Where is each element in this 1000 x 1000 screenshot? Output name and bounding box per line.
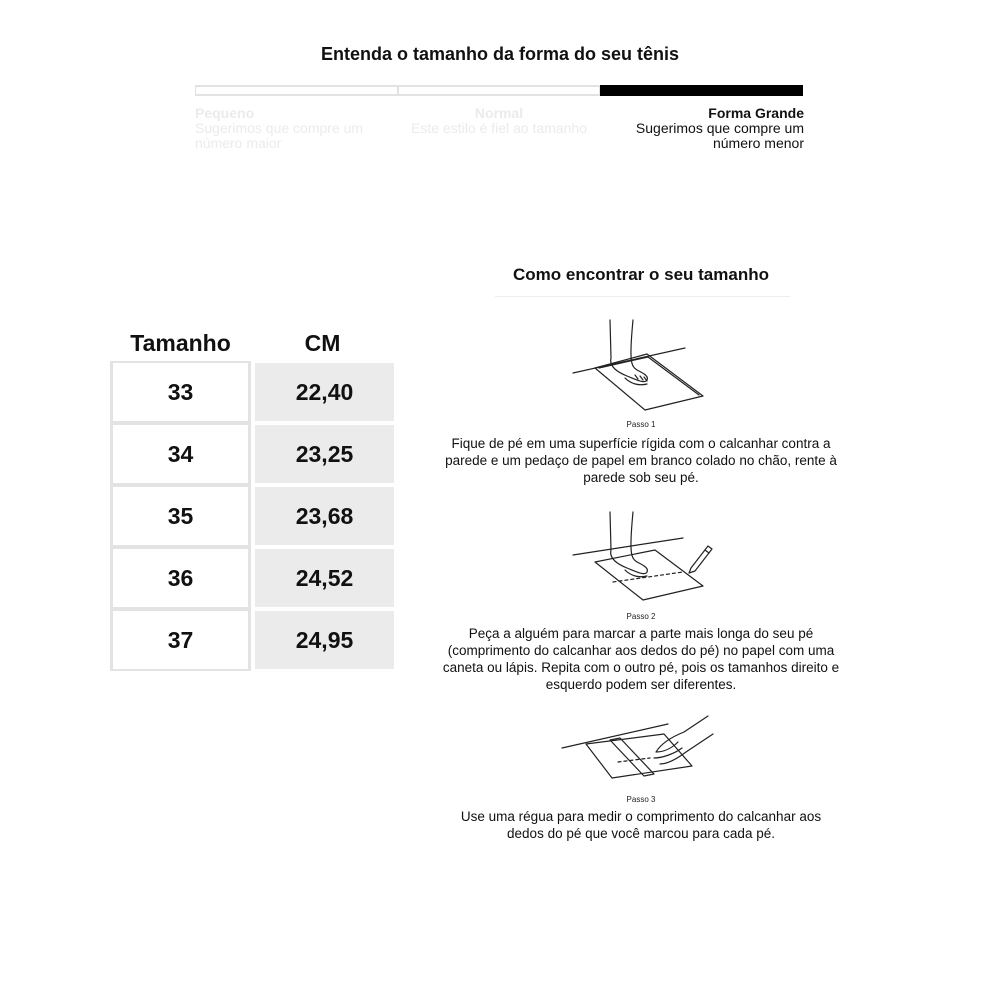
fit-option-desc: Sugerimos que compre um número menor (635, 120, 804, 151)
table-row (110, 547, 394, 609)
fit-option-name: Pequeno (195, 105, 255, 121)
guide-title: Como encontrar o seu tamanho (513, 265, 769, 284)
foot-marking-pencil-icon (565, 510, 715, 610)
table-row (110, 485, 394, 547)
step-2-text: Peça a alguém para marcar a parte mais longa do seu pé (comprimento do calcanhar aos dedos do pé) no papel com uma caneta ou lápis. Repita com o outro pé, pois os tamanhos direito e esquerdo podem ser diferentes. (442, 626, 840, 692)
ruler-hand-measure-icon (558, 712, 723, 792)
step-3-label: Passo 3 (626, 795, 656, 804)
size-cell: 36 (110, 547, 251, 609)
step-3-text: Use uma régua para medir o comprimento do calcanhar aos dedos do pé que você marcou para cada pé. (460, 809, 822, 841)
fit-segment-large (600, 85, 803, 96)
step-1-text: Fique de pé em uma superfície rígida com o calcanhar contra a parede e um pedaço de papel em branco colado no chão, rente à parede sob seu pé. (445, 436, 837, 485)
cm-cell: 23,68 (255, 485, 394, 547)
cm-cell: 23,25 (255, 423, 394, 485)
fit-option-large (604, 106, 804, 151)
size-cell: 37 (110, 609, 251, 671)
fit-segment-small (195, 85, 398, 96)
size-cell: 34 (110, 423, 251, 485)
header-cm: CM (304, 330, 341, 356)
size-table (110, 325, 394, 671)
table-row (110, 423, 394, 485)
cm-cell: 22,40 (255, 361, 394, 423)
fit-segment-normal (398, 85, 601, 96)
fit-option-desc: Este estilo é fiel ao tamanho (411, 120, 587, 136)
size-cell: 35 (110, 485, 251, 547)
guide-divider (495, 296, 790, 297)
table-row (110, 609, 394, 671)
step-1-label: Passo 1 (626, 420, 656, 429)
fit-option-small (195, 106, 395, 151)
table-row (110, 361, 394, 423)
fit-option-normal (399, 106, 599, 136)
size-cell: 33 (110, 361, 251, 423)
fit-option-name: Normal (474, 105, 524, 121)
fit-option-desc: Sugerimos que compre um número maior (195, 120, 364, 151)
fit-scale-bar (195, 85, 803, 96)
fit-scale-title: Entenda o tamanho da forma do seu tênis (320, 44, 680, 64)
cm-cell: 24,52 (255, 547, 394, 609)
table-header (110, 325, 394, 361)
cm-cell: 24,95 (255, 609, 394, 671)
fit-option-name: Forma Grande (708, 105, 804, 121)
step-2-label: Passo 2 (626, 612, 656, 621)
foot-on-paper-icon (565, 318, 715, 418)
header-size: Tamanho (130, 330, 231, 356)
